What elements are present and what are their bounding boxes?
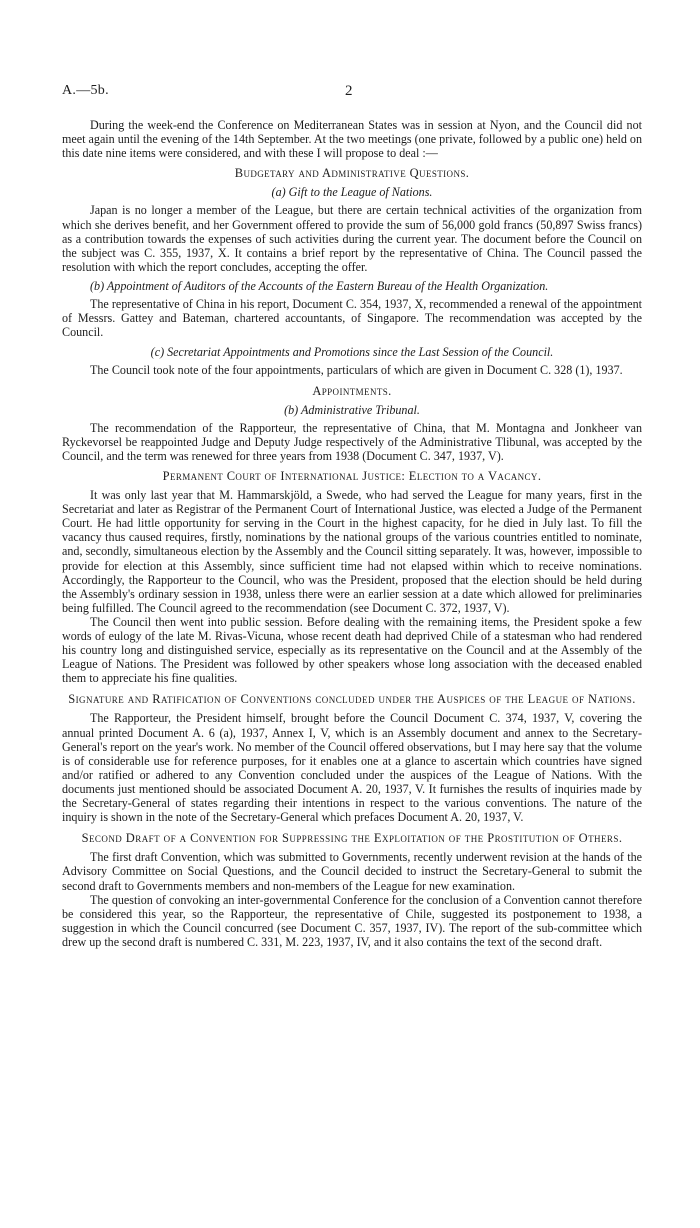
paragraph-tribunal: The recommendation of the Rapporteur, the representative of China, that M. Montagna and Jonkheer van Ryckevorsel be reappointed Judge and Deputy Judge respectively of the Administrative Tlibunal, was accepted by the Council, and the term was renewed for three years from 1938 (Document C. 347, 1937, V). <box>62 420 642 463</box>
document-reference: A.—5b. <box>62 83 109 98</box>
paragraph-court-election: It was only last year that M. Hammarskjöld, a Swede, who had served the League for many years, first in the Secretariat and later as Registrar of the Permanent Court of International Justice, was elected a Judge of the Permanent Court. He had little opportunity for serving in the Court in the highest capacity, for he died in July last. To fill the vacancy thus caused requires, firstly, nominations by the national groups of the various countries entitled to nominate, and, secondly, simultaneous election by the Assembly and the Council sitting separately. It was, however, impossible to provide for election at this Assembly, since sufficient time had not elapsed within which to receive nominations. Accordingly, the Rapporteur to the Council, who was the President, proposed that the election should be held during the Assembly's ordinary session in 1938, unless there were an earlier session at a date which allowed for preliminaries being fulfilled. The Council agreed to the recommendation (see Document C. 372, 1937, V). <box>62 488 642 615</box>
paragraph-secretariat: The Council took note of the four appointments, particulars of which are given in Document C. 328 (1), 1937. <box>90 363 623 378</box>
paragraph-auditors: The representative of China in his report, Document C. 354, 1937, X, recommended a renewal of the appointment of Messrs. Gattey and Bateman, chartered accountants, of Singapore. The recommendation was accepted by the Council. <box>62 297 642 340</box>
paragraph-public-session: The Council then went into public session. Before dealing with the remaining items, the President spoke a few words of eulogy of the late M. Rivas-Vicuna, whose recent death had deprived Chile of a statesman who had rendered his country long and distinguished service, especially as its representative on the Council and at the Assembly of the League of Nations. The President was followed by other speakers whose long association with the deceased enabled them to appreciate his fine qualities. <box>62 614 642 686</box>
paragraph-gift: Japan is no longer a member of the League, but there are certain technical activities of the organization from which she derives benefit, and her Government offered to provide the sum of 56,000 gold francs (50,897 Swiss francs) as a contribution towards the expenses of such activities during the current year. The document before the Council on the subject was C. 355, 1937, X. It contains a brief report by the representative of China. The Council passed the resolution with which the report concludes, accepting the offer. <box>62 203 642 274</box>
section-heading-court: Permanent Court of International Justice: Election to a Vacancy. <box>162 468 542 483</box>
page-number: 2 <box>345 83 353 99</box>
paragraph-conventions: The Rapporteur, the President himself, brought before the Council Document C. 374, 1937, V, covering the annual printed Document A. 6 (a), 1937, Annex I, V, which is an Assembly document and annex to the Secretary-General's report on the year's work. No member of the Council offered observations, but I may here say that the volume is of considerable use for reference purposes, for it enables one at a glance to ascertain which countries have signed and/or ratified or adhered to any Convention concluded under the auspices of the League of Nations. With the documents just mentioned should be associated Document A. 20, 1937, V. It furnishes the results of inquiries made by the Secretary-General of states regarding their intentions in respect to the various conventions. The nature of the inquiry is shown in the note of the Secretary-General which prefaces Document A. 20, 1937, V. <box>62 711 642 825</box>
subheading-tribunal: (b) Administrative Tribunal. <box>284 402 420 417</box>
subheading-gift: (a) Gift to the League of Nations. <box>271 185 433 200</box>
intro-paragraph: During the week-end the Conference on Mediterranean States was in session at Nyon, and the Council did not meet again until the evening of the 14th September. At the two meetings (one private, followed by a public one) held on this date nine items were considered, and with these I will propose to deal :— <box>62 118 643 161</box>
subheading-secretariat: (c) Secretariat Appointments and Promotions since the Last Session of the Council. <box>150 345 554 360</box>
section-heading-prostitution: Second Draft of a Convention for Suppressing the Exploitation of the Prostitution of Others. <box>81 831 623 846</box>
paragraph-conference: The question of convoking an inter-governmental Conference for the conclusion of a Convention cannot therefore be considered this year, so the Rapporteur, the representative of Chile, suggested its postponement to 1938, a suggestion in which the Council concurred (see Document C. 357, 1937, IV). The report of the sub-committee which drew up the second draft is numbered C. 331, M. 223, 1937, IV, and it also contains the text of the second draft. <box>62 892 642 949</box>
paragraph-first-draft: The first draft Convention, which was submitted to Governments, recently underwent revision at the hands of the Advisory Committee on Social Questions, and the Council decided to instruct the Secretary-General to submit the second draft to Governments members and non-members of the League for new examination. <box>62 850 642 893</box>
section-heading-appointments: Appointments. <box>312 383 392 398</box>
document-body <box>62 118 642 949</box>
section-heading-budgetary: Budgetary and Administrative Questions. <box>234 166 470 181</box>
subheading-auditors: (b) Appointment of Auditors of the Accounts of the Eastern Bureau of the Health Organization. <box>90 278 549 293</box>
section-heading-conventions: Signature and Ratification of Conventions concluded under the Auspices of the League of Nations. <box>68 692 636 707</box>
